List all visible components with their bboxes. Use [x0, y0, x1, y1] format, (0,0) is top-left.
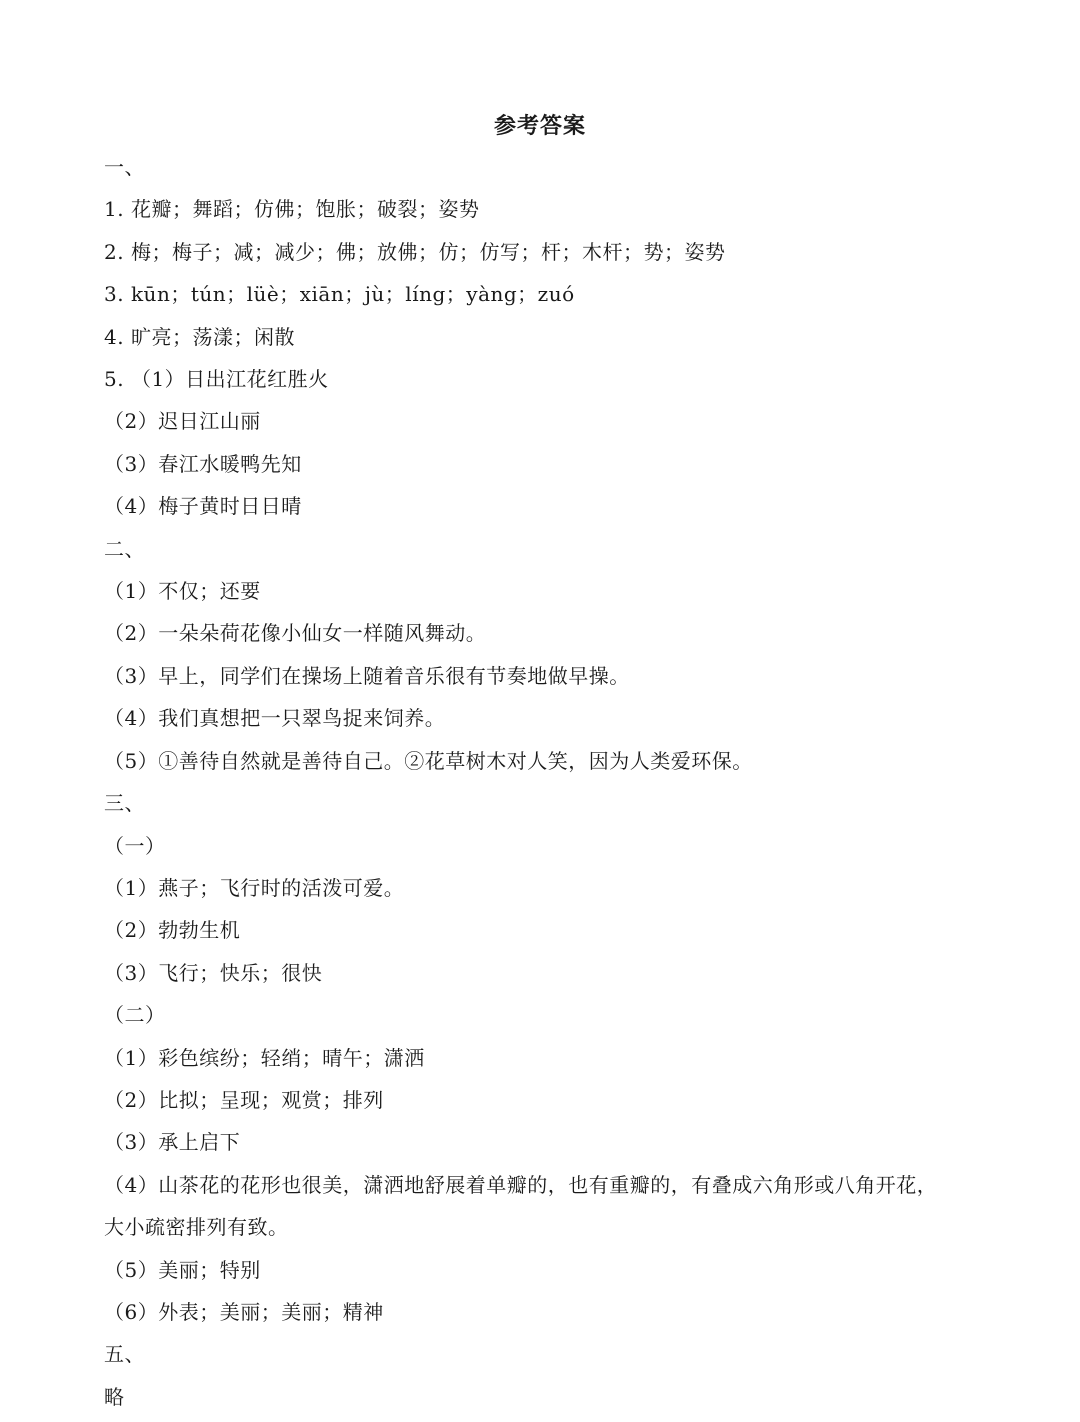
answer-line: （6）外表；美丽；美丽；精神	[104, 1299, 384, 1324]
answer-line: （1）不仅；还要	[104, 579, 261, 604]
answer-line: （2）迟日江山丽	[104, 409, 261, 434]
answer-line: （2）一朵朵荷花像小仙女一样随风舞动。	[104, 621, 487, 646]
answer-line: （1）燕子；飞行时的活泼可爱。	[104, 875, 405, 900]
answer-line: （3）飞行；快乐；很快	[104, 960, 323, 985]
answer-line: （4）梅子黄时日日晴	[104, 494, 302, 519]
answer-line: 3. kūn；tún；lüè；xiān；jù；líng；yàng；zuó	[104, 282, 575, 307]
section-heading: 三、	[104, 791, 145, 816]
answer-line: 1. 花瓣；舞蹈；仿佛；饱胀；破裂；姿势	[104, 197, 480, 222]
answer-lines	[104, 146, 1004, 1418]
answer-line: 5. （1）日出江花红胜火	[104, 367, 329, 392]
answer-line: （5）美丽；特别	[104, 1257, 261, 1282]
answer-line: （1）彩色缤纷；轻绡；晴午；潇洒	[104, 1045, 425, 1070]
subsection-heading: （一）	[104, 833, 166, 858]
answer-line: （2）比拟；呈现；观赏；排列	[104, 1087, 384, 1112]
answer-line: 略	[104, 1384, 125, 1409]
answer-line: （3）承上启下	[104, 1130, 241, 1155]
answer-line: （5）①善待自然就是善待自己。②花草树木对人笑，因为人类爱环保。	[104, 748, 753, 773]
answer-line: （2）勃勃生机	[104, 918, 241, 943]
answer-line: （3）早上，同学们在操场上随着音乐很有节奏地做早操。	[104, 663, 630, 688]
answer-line: （3）春江水暖鸭先知	[104, 451, 302, 476]
answer-line: 4. 旷亮；荡漾；闲散	[104, 324, 295, 349]
section-heading: 五、	[104, 1342, 145, 1367]
answer-line: （4）山茶花的花形也很美，潇洒地舒展着单瓣的，也有重瓣的，有叠成六角形或八角开花，	[104, 1172, 938, 1197]
answer-line: （4）我们真想把一只翠鸟捉来饲养。	[104, 706, 446, 731]
page-title: 参考答案	[493, 113, 586, 139]
answer-line: 2. 梅；梅子；减；减少；佛；放佛；仿；仿写；杆；木杆；势；姿势	[104, 239, 726, 264]
section-heading: 一、	[104, 155, 145, 179]
section-heading: 二、	[104, 536, 145, 561]
answer-line-continuation: 大小疏密排列有致。	[104, 1215, 289, 1240]
subsection-heading: （二）	[104, 1003, 166, 1028]
